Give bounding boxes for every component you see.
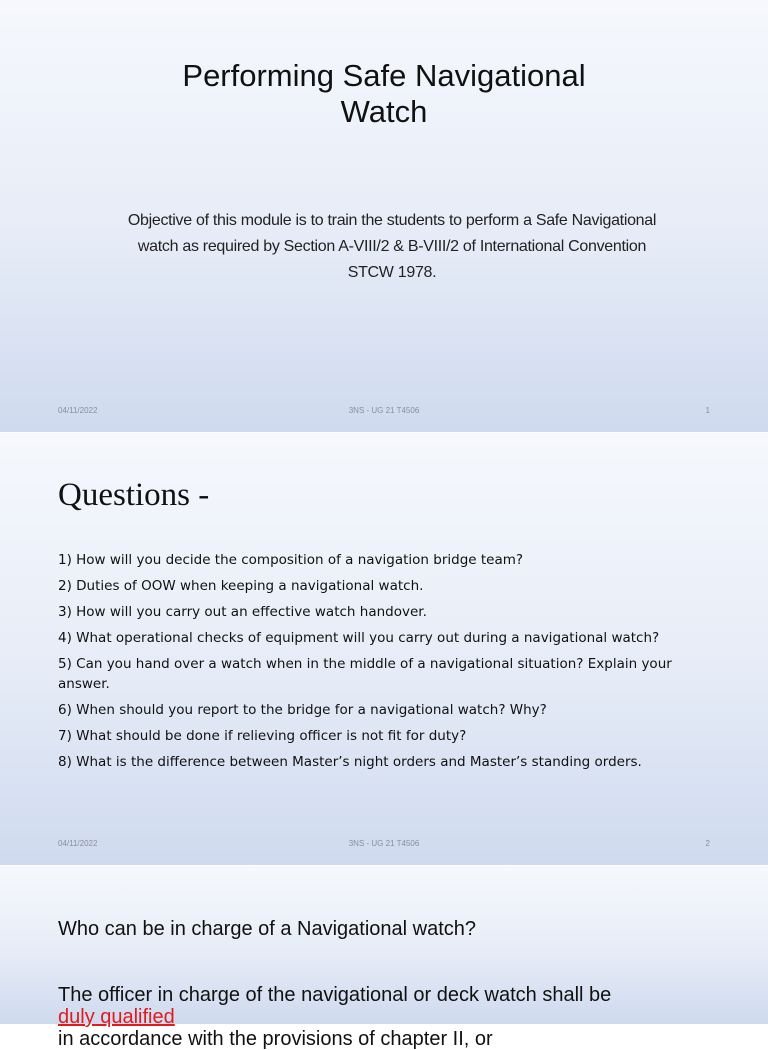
question-item: 2) Duties of OOW when keeping a navigational watch. (58, 578, 424, 594)
highlighted-term: duly qualified (58, 1006, 175, 1028)
slide-footer (0, 406, 768, 418)
footer-code: 3NS - UG 21 T4506 (348, 406, 420, 415)
objective-line: watch as required by Section A-VIII/2 & B-VIII/2 of International Convention (137, 238, 647, 255)
question-item: 1) How will you decide the composition of a navigation bridge team? (58, 552, 524, 568)
footer-date: 04/11/2022 (58, 839, 98, 848)
slide-footer (0, 839, 768, 851)
footer-date: 04/11/2022 (58, 406, 98, 415)
slide-title: Questions - (58, 477, 210, 513)
body-line-rest: in accordance with the provisions of chapter II, or (58, 1028, 493, 1050)
slide-title (0, 58, 768, 130)
question-item: 7) What should be done if relieving officer is not fit for duty? (58, 728, 467, 744)
slide-3 (0, 866, 768, 1050)
slide-2 (0, 433, 768, 865)
objective-text (104, 208, 680, 286)
slide-heading: Who can be in charge of a Navigational watch? (58, 918, 477, 940)
title-line: Watch (340, 94, 428, 129)
question-item: 4) What operational checks of equipment will you carry out during a navigational watch? (58, 630, 660, 646)
footer-page-number: 1 (705, 406, 710, 415)
title-line: Performing Safe Navigational (182, 58, 586, 93)
slide-1 (0, 0, 768, 432)
objective-line: STCW 1978. (347, 264, 437, 281)
question-item: 3) How will you carry out an effective watch handover. (58, 604, 427, 620)
footer-code: 3NS - UG 21 T4506 (348, 839, 420, 848)
questions-list (58, 550, 718, 778)
body-line: The officer in charge of the navigational or deck watch shall be (58, 984, 612, 1006)
slide-body-text (58, 984, 718, 1050)
question-item: 8) What is the difference between Master’s night orders and Master’s standing orders. (58, 754, 642, 770)
question-item: 5) Can you hand over a watch when in the middle of a navigational situation? Explain your answer. (58, 656, 672, 692)
question-item: 6) When should you report to the bridge for a navigational watch? Why? (58, 702, 547, 718)
body-line (58, 1006, 718, 1050)
footer-page-number: 2 (705, 839, 710, 848)
objective-line: Objective of this module is to train the students to perform a Safe Navigational (127, 212, 657, 229)
